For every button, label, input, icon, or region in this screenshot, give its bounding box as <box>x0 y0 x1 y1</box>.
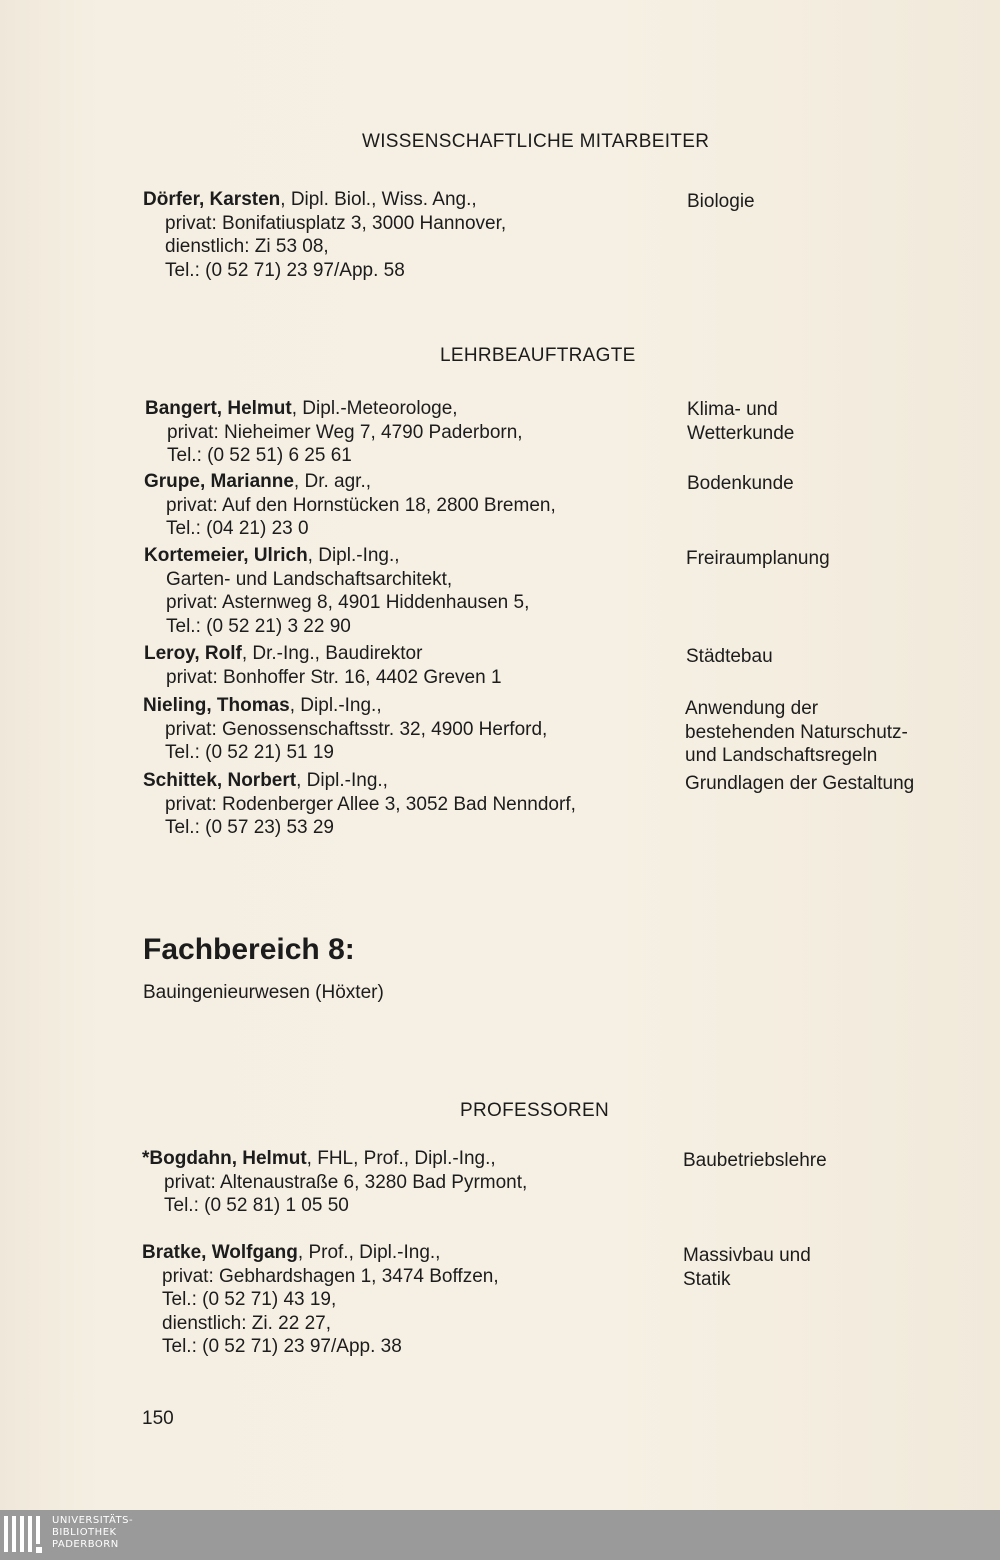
entry-detail: privat: Bonifatiusplatz 3, 3000 Hannover, <box>165 212 507 234</box>
person-title: , Dipl. Biol., Wiss. Ang., <box>280 189 477 210</box>
person-name: Bratke, Wolfgang <box>142 1242 298 1263</box>
staff-entry <box>143 694 663 765</box>
entry-detail: privat: Bonhoffer Str. 16, 4402 Greven 1 <box>166 666 502 688</box>
entry-detail: Tel.: (04 21) 23 0 <box>166 518 309 539</box>
entry-subject <box>687 190 957 214</box>
entry-detail: Tel.: (0 57 23) 53 29 <box>165 817 334 838</box>
subject-line: Anwendung der <box>685 698 819 719</box>
subject-line: Bodenkunde <box>687 473 794 494</box>
library-logo-text <box>52 1515 133 1551</box>
staff-entry <box>142 1241 662 1359</box>
person-title: , Prof., Dipl.-Ing., <box>297 1242 441 1263</box>
entry-detail: Tel.: (0 52 21) 3 22 90 <box>166 615 351 637</box>
entry-name-line <box>143 188 663 212</box>
logo-line: UNIVERSITÄTS- <box>52 1515 134 1526</box>
entry-detail: Tel.: (0 52 21) 51 19 <box>165 742 334 763</box>
subject-line: Städtebau <box>686 646 773 667</box>
entry-detail: dienstlich: Zi. 22 27, <box>162 1312 331 1334</box>
staff-entry <box>143 188 663 282</box>
entry-detail: privat: Genossenschaftsstr. 32, 4900 Herford, <box>165 718 548 740</box>
entry-detail: Tel.: (0 52 81) 1 05 50 <box>164 1195 349 1216</box>
entry-detail: Garten- und Landschaftsarchitekt, <box>166 568 453 590</box>
person-name: Leroy, Rolf <box>144 643 242 664</box>
entry-detail: dienstlich: Zi 53 08, <box>165 236 329 257</box>
subject-line: Baubetriebslehre <box>683 1150 827 1171</box>
person-name: Nieling, Thomas <box>143 695 290 716</box>
person-title: , FHL, Prof., Dipl.-Ing., <box>306 1148 496 1169</box>
section-heading-lehrbeauftragte: LEHRBEAUFTRAGTE <box>440 345 636 366</box>
entry-detail: privat: Rodenberger Allee 3, 3052 Bad Nenndorf, <box>165 793 576 815</box>
subject-line: Biologie <box>687 191 755 212</box>
person-name: Bangert, Helmut <box>145 398 292 419</box>
staff-entry <box>143 769 663 840</box>
person-title: , Dipl.-Ing., <box>289 695 382 716</box>
logo-line: BIBLIOTHEK <box>52 1527 117 1538</box>
entry-detail: Tel.: (0 52 51) 6 25 61 <box>167 445 352 466</box>
staff-entry <box>142 1147 662 1218</box>
entry-subject <box>686 547 956 571</box>
subject-line: Wetterkunde <box>687 422 795 444</box>
person-name: Grupe, Marianne <box>144 471 294 492</box>
entry-detail: Tel.: (0 52 71) 23 97/App. 58 <box>165 259 405 281</box>
subject-line: Klima- und <box>687 399 778 420</box>
logo-line: PADERBORN <box>52 1539 119 1550</box>
entry-subject <box>686 645 956 669</box>
subject-line: Massivbau und <box>683 1245 811 1266</box>
person-title: , Dr. agr., <box>293 471 372 492</box>
person-title: , Dr.-Ing., Baudirektor <box>241 643 423 664</box>
subject-line: Statik <box>683 1268 731 1290</box>
entry-detail: Tel.: (0 52 71) 43 19, <box>162 1289 337 1310</box>
entry-subject <box>683 1244 953 1291</box>
entry-subject <box>687 472 957 496</box>
entry-detail: Tel.: (0 52 71) 23 97/App. 38 <box>162 1336 402 1357</box>
subject-line: Freiraumplanung <box>686 548 830 569</box>
entry-subject <box>683 1149 953 1173</box>
entry-detail: privat: Altenaustraße 6, 3280 Bad Pyrmont, <box>164 1171 528 1193</box>
logo-dot-icon <box>36 1547 42 1553</box>
section-heading-professoren: PROFESSOREN <box>460 1100 609 1121</box>
staff-entry <box>145 397 665 468</box>
page-number: 150 <box>142 1408 174 1429</box>
person-title: , Dipl.-Ing., <box>307 545 400 566</box>
person-name: Dörfer, Karsten <box>143 189 281 210</box>
person-title: , Dipl.-Meteorologe, <box>291 398 458 419</box>
staff-entry <box>144 470 664 541</box>
entry-subject <box>685 772 955 796</box>
staff-entry <box>144 642 664 689</box>
person-name: Kortemeier, Ulrich <box>144 545 308 566</box>
department-subtitle: Bauingenieurwesen (Höxter) <box>143 982 384 1003</box>
department-title: Fachbereich 8: <box>143 933 355 966</box>
library-footer-bar <box>0 1510 1000 1560</box>
entry-detail: privat: Gebhardshagen 1, 3474 Boffzen, <box>162 1265 499 1287</box>
subject-line: und Landschaftsregeln <box>685 745 878 766</box>
entry-subject <box>685 697 955 768</box>
person-title: , Dipl.-Ing., <box>296 770 388 791</box>
person-name: Schittek, Norbert <box>143 770 297 791</box>
entry-detail: privat: Asternweg 8, 4901 Hiddenhausen 5, <box>166 592 530 613</box>
entry-subject <box>687 398 957 445</box>
entry-detail: privat: Auf den Hornstücken 18, 2800 Bremen, <box>166 494 556 516</box>
subject-line: bestehenden Naturschutz- <box>685 721 908 743</box>
person-name: *Bogdahn, Helmut <box>142 1148 307 1169</box>
staff-entry <box>144 544 664 638</box>
subject-line: Grundlagen der Gestaltung <box>685 773 915 794</box>
entry-detail: privat: Nieheimer Weg 7, 4790 Paderborn, <box>167 421 523 443</box>
section-heading-wiss-mitarbeiter: WISSENSCHAFTLICHE MITARBEITER <box>362 131 710 152</box>
